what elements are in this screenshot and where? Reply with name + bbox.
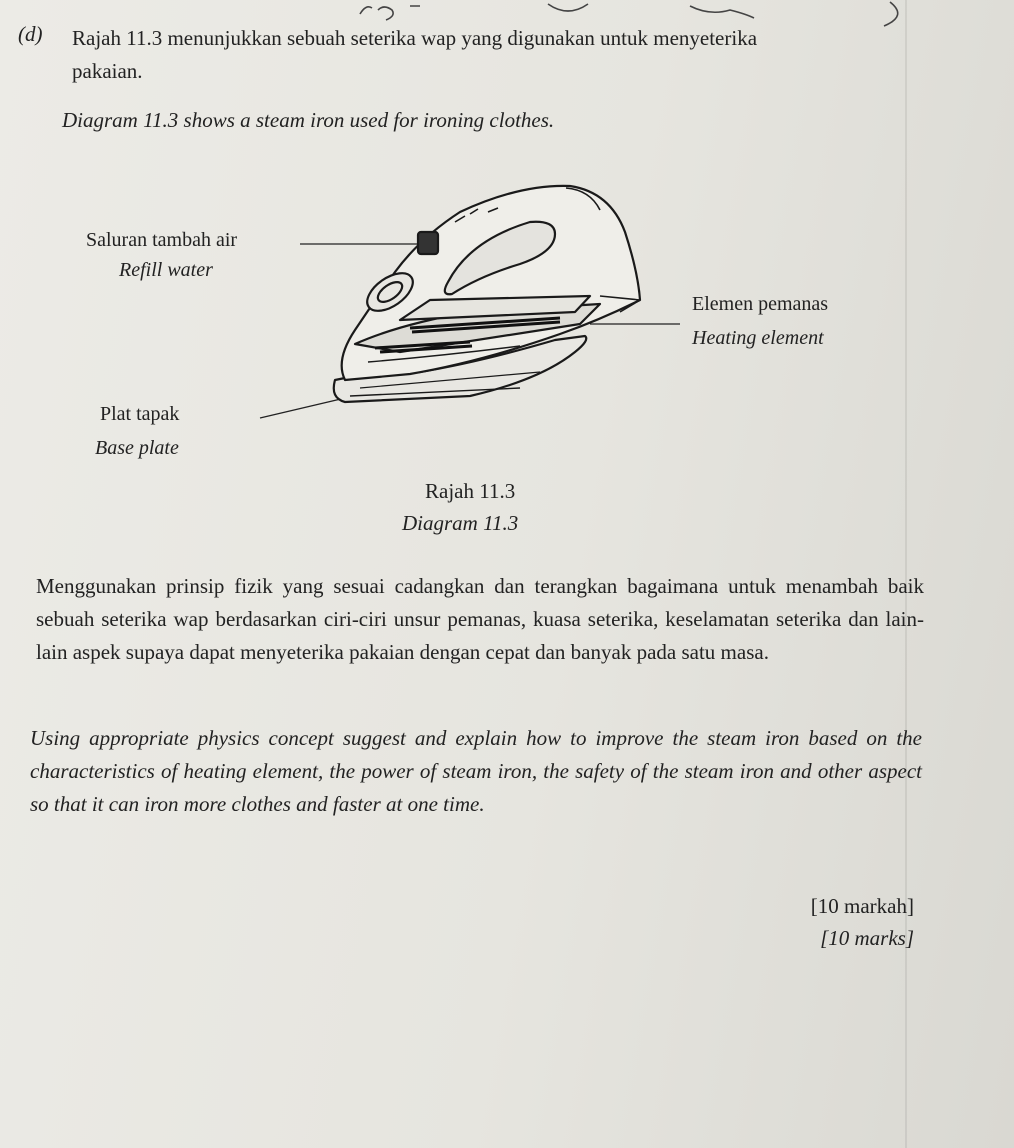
- refill-water-label-english: Refill water: [119, 259, 213, 281]
- diagram-caption-english: Diagram 11.3: [402, 511, 519, 535]
- marks-malay: [10 markah]: [810, 894, 914, 918]
- heating-element-label-malay: Elemen pemanas: [692, 293, 829, 315]
- heating-element-label-english: Heating element: [692, 327, 824, 349]
- base-plate-label-malay: Plat tapak: [100, 403, 180, 425]
- base-plate-label-english: Base plate: [95, 437, 179, 459]
- base-leader-line: [260, 398, 345, 418]
- diagram-caption-malay: Rajah 11.3: [425, 479, 516, 503]
- steam-iron-drawing: [334, 186, 640, 402]
- task-instructions-english: Using appropriate physics concept suggest and explain how to improve the steam iron based on the characteristics of heating element, the power of steam iron, the safety of the steam iron and other aspect so that it can iron more clothes and faster at one time.: [30, 726, 922, 816]
- question-intro-english: Diagram 11.3 shows a steam iron used for ironing clothes.: [62, 108, 555, 132]
- steam-iron-diagram: [0, 0, 1014, 560]
- task-instructions-malay: Menggunakan prinsip fizik yang sesuai cadangkan dan terangkan bagaimana untuk menambah baik sebuah seterika wap berdasarkan ciri-ciri unsur pemanas, kuasa seterika, keselamatan seterika dan lain-lain aspek supaya dapat menyeterika pakaian dengan cepat dan banyak pada satu masa.: [36, 574, 924, 664]
- intro-malay-line-1: Rajah 11.3 menunjukkan sebuah seterika wap yang digunakan untuk menyeterika: [72, 26, 758, 50]
- refill-water-label-malay: Saluran tambah air: [86, 229, 238, 251]
- question-number: (d): [18, 22, 43, 46]
- intro-malay-line-2: pakaian.: [72, 59, 143, 83]
- marks-english: [10 marks]: [820, 926, 914, 950]
